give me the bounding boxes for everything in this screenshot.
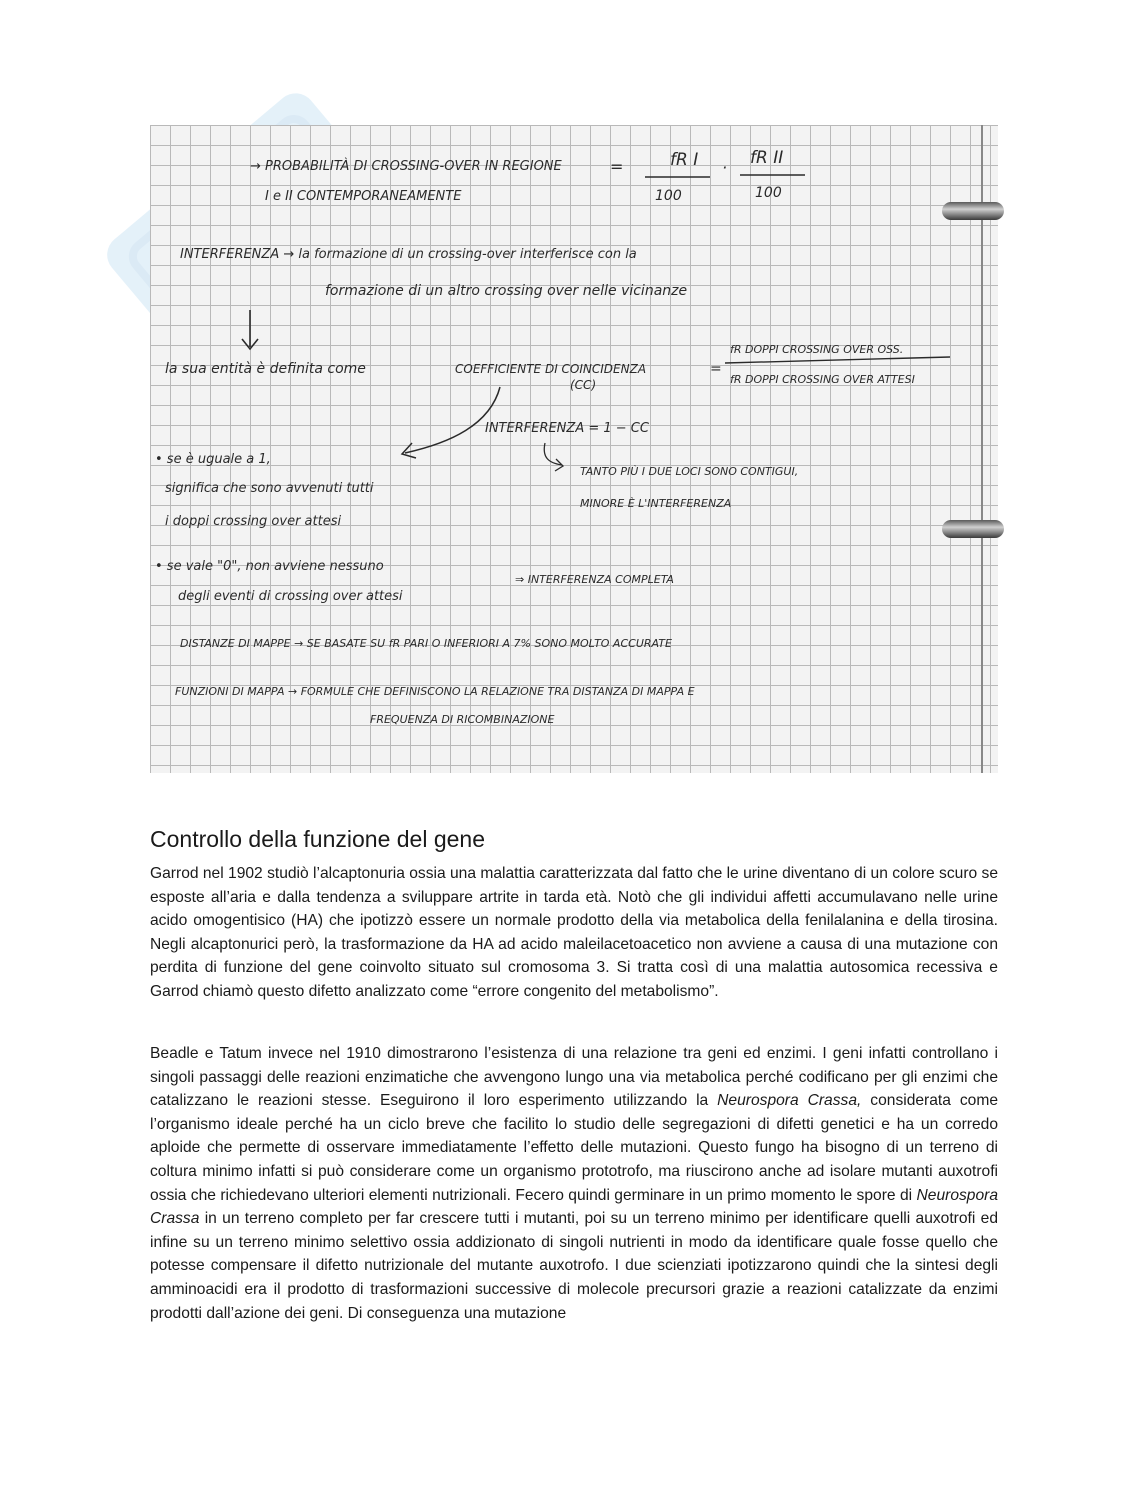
note-right2: MINORE È L'INTERFERENZA <box>580 497 732 510</box>
note-eq2: = <box>710 361 722 377</box>
formula-den1: 100 <box>655 188 682 204</box>
note-interf-formula: INTERFERENZA = 1 − CC <box>485 421 649 436</box>
formula-dot: · <box>722 158 728 177</box>
note-interf1: INTERFERENZA → la formazione di un crossing-over interferisce con la <box>180 247 637 262</box>
formula-num2: fR II <box>750 148 784 168</box>
binder-ring-bottom <box>942 520 1004 538</box>
note-funzioni2: FREQUENZA DI RICOMBINAZIONE <box>370 713 555 726</box>
note-funzioni1: FUNZIONI DI MAPPA → FORMULE CHE DEFINISCONO LA RELAZIONE TRA DISTANZA DI MAPPA E <box>175 685 695 698</box>
note-left2: significa che sono avvenuti tutti <box>165 481 374 496</box>
note-left1: • se è uguale a 1, <box>155 452 271 467</box>
note-line1: → PROBABILITÀ DI CROSSING-OVER IN REGIONE <box>250 159 562 174</box>
note-right1: TANTO PIÙ I DUE LOCI SONO CONTIGUI, <box>580 465 799 478</box>
binder-ring-top <box>942 202 1004 220</box>
paragraph-garrod: Garrod nel 1902 studiò l’alcaptonuria ossia una malattia caratterizzata dal fatto che le urine diventano di un colore scuro se esposte all’aria e dalla tendenza a sviluppare artrite in tarda età. Notò che gli individui affetti accumulavano nelle urine acido omogentisico (HA) che ipotizzò essere un normale prodotto della via metabolica della fenilalanina e della tirosina. Negli alcaptonurici però, la trasformazione da HA ad acido maleilacetoacetico non avviene a causa di una mutazione con perdita di funzione del gene coinvolto situato sul cromosoma 3. Si tratta così di una malattia autosomica recessiva e Garrod chiamò questo difetto analizzato come “errore congenito del metabolismo”. <box>150 865 998 1000</box>
handwritten-notes-image <box>150 125 998 773</box>
note-coeff: COEFFICIENTE DI COINCIDENZA <box>455 362 647 376</box>
note-interf2: formazione di un altro crossing over nelle vicinanze <box>325 283 688 299</box>
note-zero1: • se vale "0", non avviene nessuno <box>155 559 384 574</box>
note-left3: i doppi crossing over attesi <box>165 514 342 529</box>
note-zero2: degli eventi di crossing over attesi <box>178 589 403 604</box>
note-cc: (CC) <box>570 378 597 392</box>
note-ratio-num: fR DOPPI CROSSING OVER OSS. <box>730 343 904 356</box>
formula-eq: = <box>610 157 624 176</box>
paragraph-beadle-tatum: Beadle e Tatum invece nel 1910 dimostrarono l’esistenza di una relazione tra geni ed enzimi. I geni infatti controllano i singoli passaggi delle reazioni enzimatiche che avvengono lungo una via metabolica perché codificano per gli enzimi che catalizzano le reazioni stesse. Eseguirono il loro esperimento utilizzando la Neurospora Crassa, considerata come l’organismo ideale perché ha un ciclo breve che facilito lo studio delle segregazioni di difetti genetici e ha un corredo aploide che permette di osservare immediatamente l’effetto delle mutazioni. Questo fungo ha bisogno di un terreno di coltura minimo infatti si può considerare come un organismo prototrofo, ma riuscirono anche ad isolare mutanti auxotrofi ossia che richiedevano ulteriori elementi nutrizionali. Fecero quindi germinare in un primo momento le spore di Neurospora Crassa in un terreno completo per far crescere tutti i mutanti, poi su un terreno minimo per identificare quelli auxotrofi ed infine su un terreno minimo selettivo ossia addizionato di singoli nutrienti in modo da identificare quale fosse quello che potesse compensare il difetto nutrizionale del mutante auxotrofo. I due scienziati ipotizzarono quindi che la sintesi degli amminoacidi era il prodotto di trasformazioni successive di molecole precursori grazie a reazioni catalizzate da enzimi prodotti dall’azione dei geni. Di conseguenza una mutazione <box>150 1045 999 1322</box>
section-title: Controllo della funzione del gene <box>150 826 486 852</box>
note-complete: ⇒ INTERFERENZA COMPLETA <box>515 573 674 586</box>
species-name-2: Neurospora Crassa <box>150 1186 998 1228</box>
note-line1b: I e II CONTEMPORANEAMENTE <box>265 189 462 204</box>
formula-den2: 100 <box>755 185 782 201</box>
formula-num1: fR I <box>670 150 699 170</box>
species-name: Neurospora Crassa, <box>717 1092 862 1110</box>
note-entity: la sua entità è definita come <box>165 361 366 377</box>
note-ratio-den: fR DOPPI CROSSING OVER ATTESI <box>730 373 915 386</box>
note-distanze: DISTANZE DI MAPPE → SE BASATE SU fR PARI O INFERIORI A 7% SONO MOLTO ACCURATE <box>180 637 672 650</box>
